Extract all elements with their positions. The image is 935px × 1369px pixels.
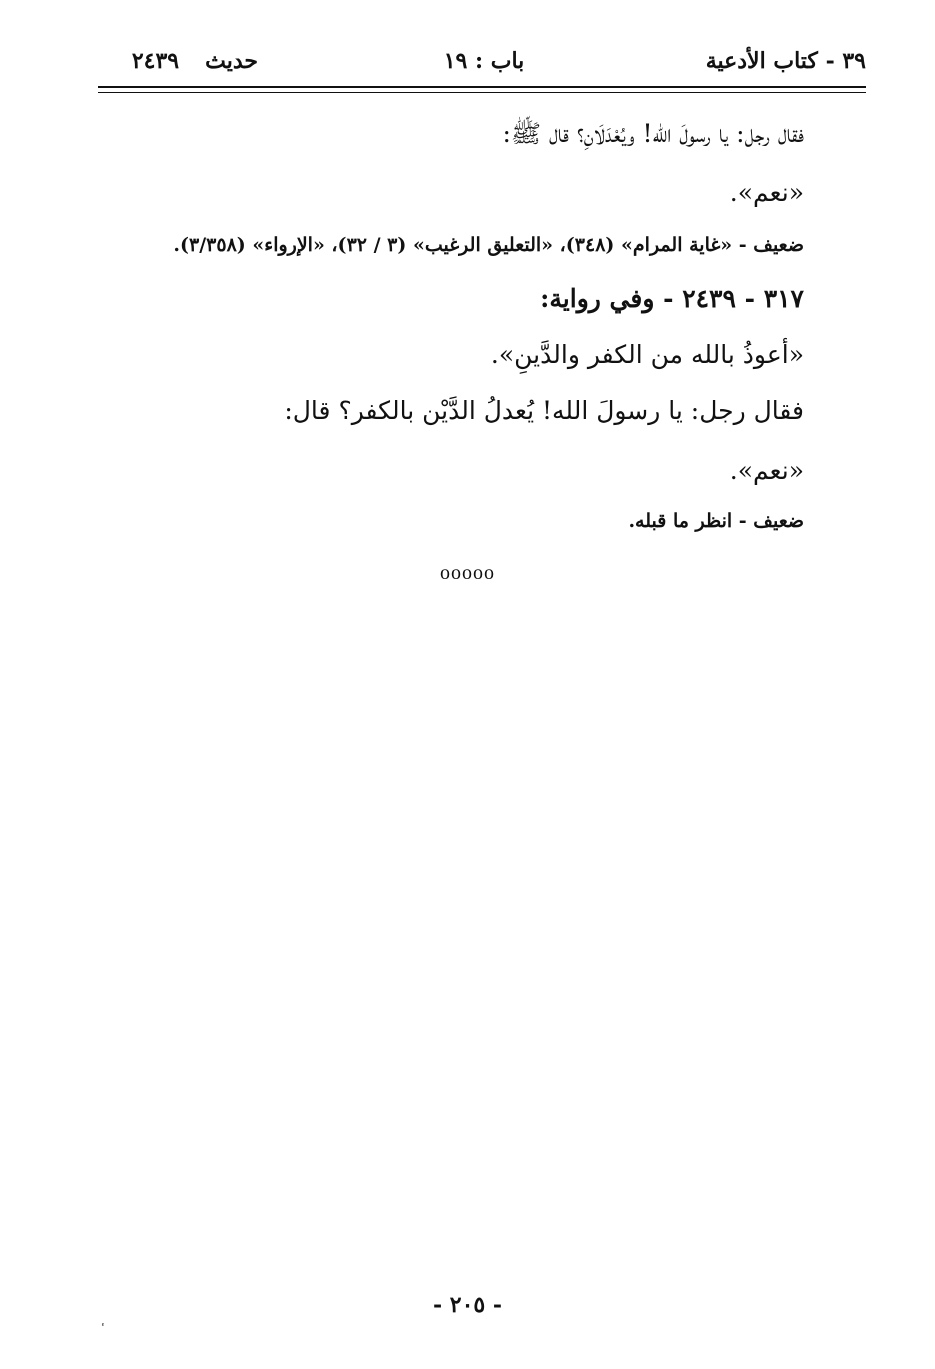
hadith-label: حديث <box>205 48 258 74</box>
hadith-heading: ٣١٧ - ٢٤٣٩ - وفي رواية: <box>540 284 804 313</box>
header-rule-thin <box>98 92 866 93</box>
page-number: - ٢٠٥ - <box>432 1292 503 1318</box>
hadith-reference <box>98 44 258 78</box>
text-line: فقال رجل: يا رسولَ الله! يُعدلُ الدَّيْن بالكفر؟ قال: <box>284 396 804 425</box>
hadith-number: ٢٤٣٩ <box>131 48 180 74</box>
text-line: «نعم». <box>729 456 804 485</box>
section-number: باب : ١٩ <box>443 48 525 74</box>
grading-line: ضعيف - انظر ما قبله. <box>628 510 804 532</box>
text-line: «نعم». <box>729 178 804 207</box>
text-line: فقال رجل: يا رسولَ الله! ويُعْدَلَانِ؟ قال ﷺ: <box>502 119 804 148</box>
chapter-title: ٣٩ - كتاب الأدعية <box>705 48 866 74</box>
running-header <box>98 44 866 84</box>
header-rule-thick <box>98 86 866 88</box>
text-line: «أعوذُ بالله من الكفر والدَّينِ». <box>490 340 804 369</box>
section-ornament: ooooo <box>440 562 495 584</box>
grading-line: ضعيف - «غاية المرام» (٣٤٨)، «التعليق الرغيب» (٣ / ٣٢)، «الإرواء» (٣/٣٥٨). <box>173 234 804 256</box>
